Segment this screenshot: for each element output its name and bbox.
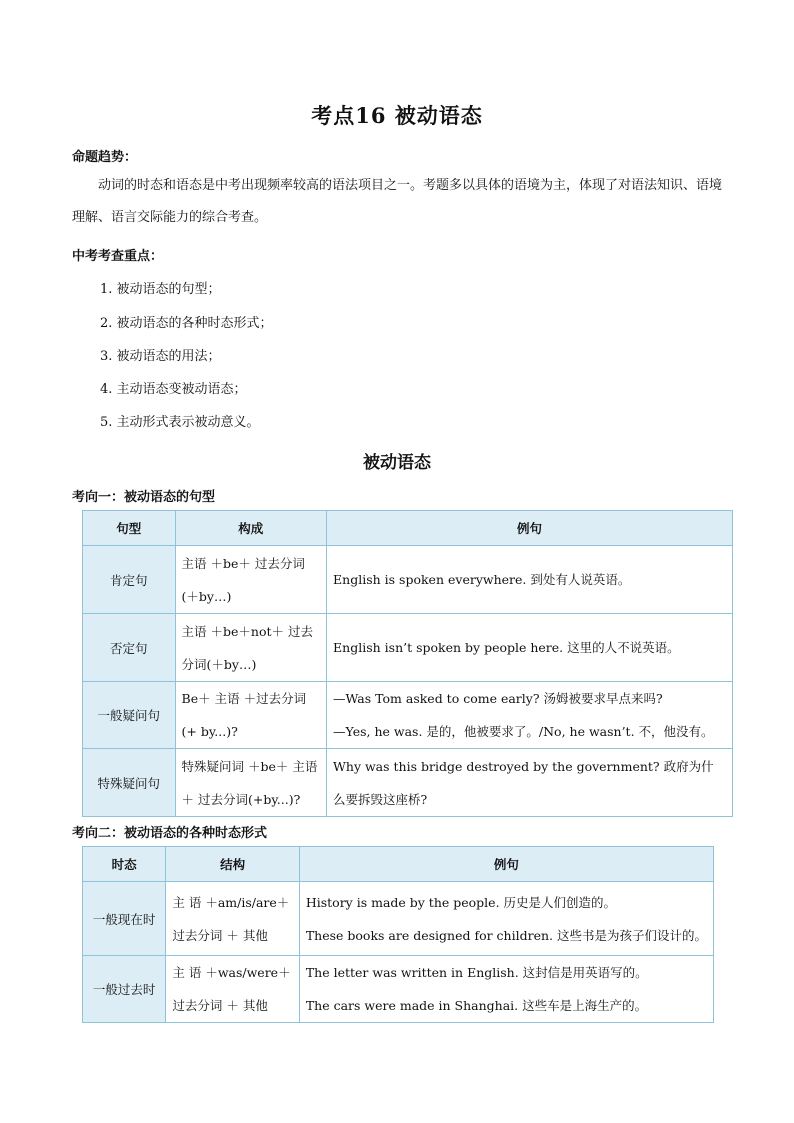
- table-row: [83, 749, 733, 817]
- tense-form-table: [82, 846, 714, 1023]
- table-header-row: [83, 511, 733, 546]
- column-header: 构成: [175, 511, 327, 546]
- focus-heading: 中考考查重点：: [72, 249, 164, 264]
- table-row: [83, 956, 714, 1023]
- focus-item: 4. 主动语态变被动语态；: [100, 382, 247, 397]
- structure: 主 语 ＋am/is/are＋ 过去分词 ＋ 其他: [166, 882, 299, 956]
- example: [327, 614, 733, 682]
- direction-two-heading: 考向二：被动语态的各种时态形式: [72, 826, 268, 841]
- sentence-type: 否定句: [83, 614, 176, 682]
- example-line: —Yes, he was. 是的，他被要求了。/No, he wasn’t. 不，他没有。: [333, 724, 714, 739]
- sentence-type: 特殊疑问句: [83, 749, 176, 817]
- tense: 一般过去时: [83, 956, 166, 1023]
- direction-one-heading: 考向一：被动语态的句型: [72, 490, 216, 505]
- column-header: 例句: [299, 847, 713, 882]
- section-title: 被动语态: [363, 453, 431, 473]
- column-header: 结构: [166, 847, 299, 882]
- example: Why was this bridge destroyed by the government? 政府为什么要拆毁这座桥?: [327, 749, 733, 817]
- trend-paragraph: 动词的时态和语态是中考出现频率较高的语法项目之一。考题多以具体的语境为主，体现了对语法知识、语境理解、语言交际能力的综合考查。: [72, 178, 723, 225]
- table-row: [83, 682, 733, 749]
- example: [299, 956, 713, 1023]
- example-line: —Was Tom asked to come early? 汤姆被要求早点来吗?: [333, 691, 663, 706]
- example-line: English isn’t spoken by people here. 这里的人不说英语。: [333, 640, 680, 655]
- structure: 特殊疑问词 ＋be＋ 主语 ＋ 过去分词(+by...)?: [175, 749, 327, 817]
- focus-item: 3. 被动语态的用法；: [100, 349, 221, 364]
- example: [327, 682, 733, 749]
- trend-heading: 命题趋势：: [72, 150, 138, 165]
- example-line: History is made by the people. 历史是人们创造的。: [305, 894, 617, 910]
- column-header: 时态: [83, 847, 166, 882]
- sentence-type: 肯定句: [83, 546, 176, 614]
- focus-item: 2. 被动语态的各种时态形式；: [100, 316, 273, 331]
- example-line: The cars were made in Shanghai. 这些车是上海生产的。: [305, 998, 648, 1013]
- column-header: 例句: [327, 511, 733, 546]
- structure: 主 语 ＋was/were＋ 过去分词 ＋ 其他: [166, 956, 299, 1023]
- structure: 主语 ＋be＋ 过去分词(＋by…): [175, 546, 327, 614]
- table-row: [83, 546, 733, 614]
- table-header-row: [83, 847, 714, 882]
- example-line: The letter was written in English. 这封信是用英语写的。: [305, 965, 648, 980]
- tense: 一般现在时: [83, 882, 166, 956]
- sentence-pattern-table: [82, 510, 733, 817]
- example-line: These books are designed for children. 这些书是为孩子们设计的。: [305, 927, 707, 943]
- example-line: English is spoken everywhere. 到处有人说英语。: [333, 572, 631, 587]
- table-row: [83, 614, 733, 682]
- focus-item: 1. 被动语态的句型；: [100, 282, 221, 297]
- example: [299, 882, 713, 956]
- sentence-type: 一般疑问句: [83, 682, 176, 749]
- table-row: [83, 882, 714, 956]
- column-header: 句型: [83, 511, 176, 546]
- page-title: 考点16 被动语态: [311, 103, 483, 128]
- example: [327, 546, 733, 614]
- structure: Be＋ 主语 ＋过去分词(+ by...)?: [175, 682, 327, 749]
- focus-item: 5. 主动形式表示被动意义。: [100, 415, 260, 430]
- structure: 主语 ＋be＋not＋ 过去分词(＋by…): [175, 614, 327, 682]
